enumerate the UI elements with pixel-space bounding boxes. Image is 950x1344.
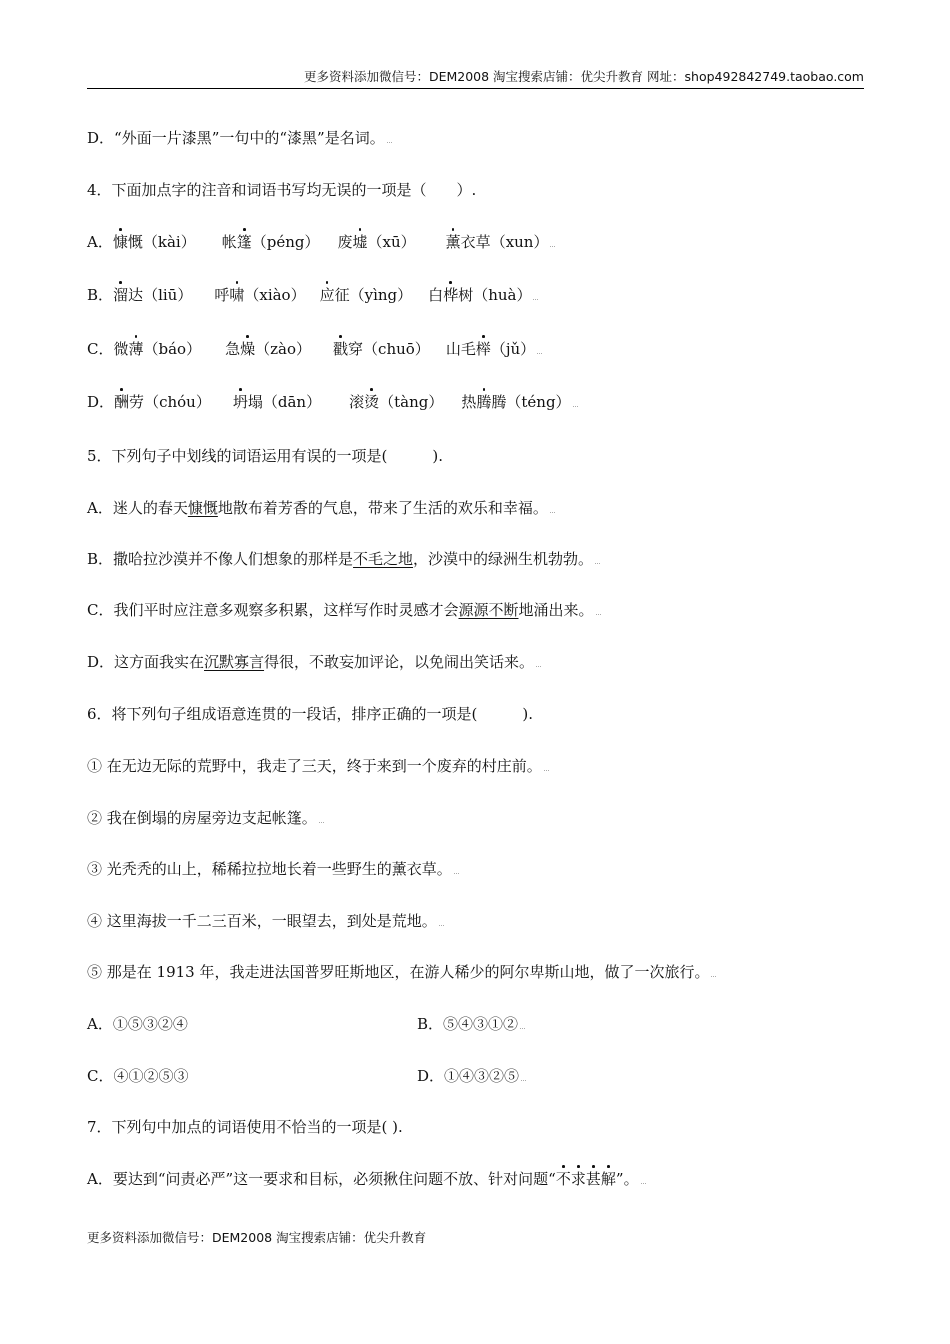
- q6-sentence-4: ④ 这里海拔一千二三百米，一眼望去，到处是荒地。: [87, 911, 444, 931]
- q4-stem: 4．下面加点字的注音和词语书写均无误的一项是（ ）.: [87, 181, 477, 199]
- q5-option-c: C．我们平时应注意多观察多积累，这样写作时灵感才会源源不断地涌出来。: [87, 600, 601, 620]
- q6-stem: 6．将下列句子组成语意连贯的一段话，排序正确的一项是( ).: [87, 705, 534, 723]
- q6-sentence-2: ② 我在倒塌的房屋旁边支起帐篷。: [87, 808, 324, 828]
- q6-sentence-1: ① 在无边无际的荒野中，我走了三天，终于来到一个废弃的村庄前。: [87, 756, 549, 776]
- q4-option-a: A．慷慨（kài） 帐篷（péng） 废墟（xū） 薰衣草（xun）: [87, 232, 555, 252]
- q3-option-d: D．“外面一片漆黑”一句中的“漆黑”是名词。: [87, 128, 392, 148]
- q6-option-d: D．①④③②⑤: [417, 1066, 526, 1086]
- q7-option-a: A．要达到“问责必严”这一要求和目标，必须揪住问题不放、针对问题“不求甚解”。: [87, 1169, 646, 1189]
- q5-option-d: D．这方面我实在沉默寡言得很，不敢妄加评论，以免闹出笑话来。: [87, 652, 541, 672]
- q5-option-b: B．撒哈拉沙漠并不像人们想象的那样是不毛之地，沙漠中的绿洲生机勃勃。: [87, 549, 600, 569]
- q6-option-c: C．④①②⑤③: [87, 1067, 189, 1085]
- q6-option-a: A．①⑤③②④: [87, 1015, 188, 1033]
- page-footer: 更多资料添加微信号：DEM2008 淘宝搜索店铺：优尖升教育: [87, 1230, 427, 1245]
- q7-stem: 7．下列句中加点的词语使用不恰当的一项是( ).: [87, 1118, 403, 1136]
- q6-sentence-5: ⑤ 那是在 1913 年，我走进法国普罗旺斯地区，在游人稀少的阿尔卑斯山地，做了一次旅行。: [87, 962, 716, 982]
- q4-option-c: C．微薄（báo） 急燥（zào） 戳穿（chuō） 山毛榉（jǔ）: [87, 339, 542, 359]
- q5-option-a: A．迷人的春天慷慨地散布着芳香的气息，带来了生活的欢乐和幸福。: [87, 498, 555, 518]
- page-header: 更多资料添加微信号：DEM2008 淘宝搜索店铺：优尖升教育 网址：shop492842749.taobao.com: [87, 68, 864, 89]
- q6-option-b: B．⑤④③①②: [417, 1014, 525, 1034]
- q4-option-d: D．酬劳（chóu） 坍塌（dān） 滚烫（tàng） 热腾腾（téng）: [87, 392, 578, 412]
- q6-sentence-3: ③ 光秃秃的山上，稀稀拉拉地长着一些野生的薰衣草。: [87, 859, 459, 879]
- q5-stem: 5．下列句子中划线的词语运用有误的一项是( ).: [87, 447, 444, 465]
- q4-option-b: B．溜达（liū） 呼啸（xiào） 应征（yìng） 白桦树（huà）: [87, 285, 538, 305]
